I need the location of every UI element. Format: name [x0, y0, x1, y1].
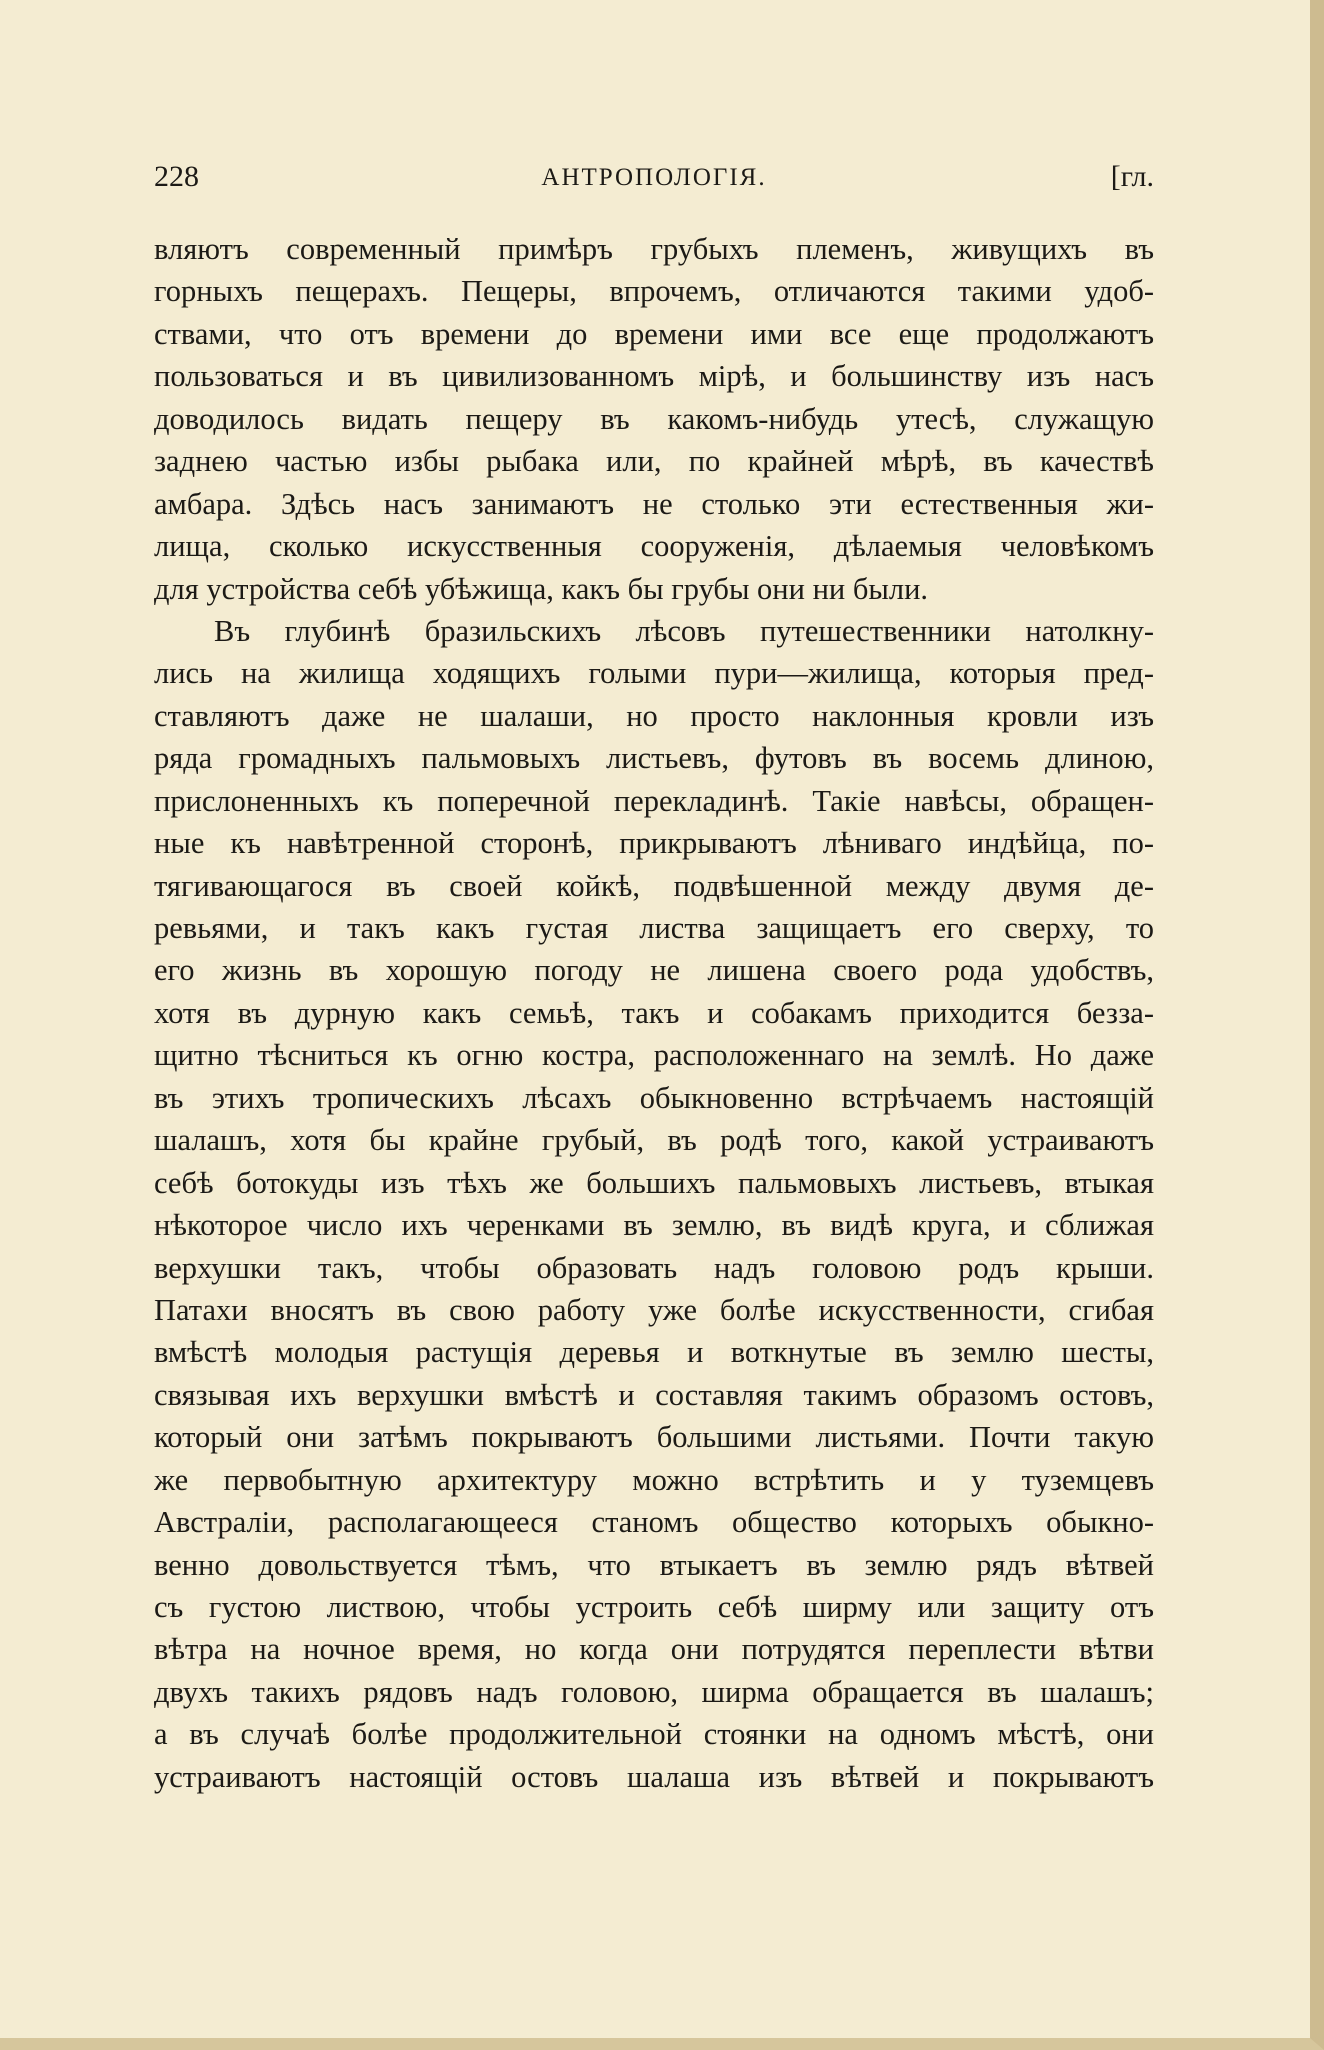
- text-line: ревьями, и такъ какъ густая листва защищаетъ его сверху, то: [154, 911, 1154, 945]
- text-line: щитно тѣсниться къ огню костра, расположеннаго на землѣ. Но даже: [154, 1038, 1154, 1073]
- page-number: 228: [154, 160, 199, 193]
- text-line: ряда громадныхъ пальмовыхъ листьевъ, футовъ въ восемь длиною,: [154, 741, 1154, 776]
- text-line: связывая ихъ верхушки вмѣстѣ и составляя такимъ образомъ остовъ,: [154, 1377, 1154, 1412]
- text-line: Въ глубинѣ бразильскихъ лѣсовъ путешественники натолкну-: [214, 613, 1154, 648]
- chapter-abbreviation: [гл.: [1110, 160, 1154, 193]
- text-line: венно довольствуется тѣмъ, что втыкаетъ въ землю рядъ вѣтвей: [154, 1547, 1154, 1582]
- paragraph: [154, 228, 1154, 610]
- text-line: хотя въ дурную какъ семьѣ, такъ и собакамъ приходится безза-: [154, 995, 1154, 1030]
- text-line: заднею частью избы рыбака или, по крайней мѣрѣ, въ качествѣ: [154, 444, 1154, 479]
- text-line: нѣкоторое число ихъ черенками въ землю, въ видѣ круга, и сближая: [154, 1208, 1154, 1243]
- text-line: вмѣстѣ молодыя растущія деревья и воткнутые въ землю шесты,: [154, 1335, 1154, 1370]
- text-line: лища, сколько искусственныя сооруженія, дѣлаемыя человѣкомъ: [154, 529, 1154, 564]
- text-line: вѣтра на ночное время, но когда они потрудятся переплести вѣтви: [154, 1632, 1154, 1667]
- text-line: для устройства себѣ убѣжища, какъ бы грубы они ни были.: [154, 571, 929, 606]
- text-line: его жизнь въ хорошую погоду не лишена своего рода удобствъ,: [154, 953, 1154, 988]
- text-line: Австраліи, располагающееся станомъ общество которыхъ обыкно-: [154, 1505, 1154, 1540]
- text-line: прислоненныхъ къ поперечной перекладинѣ. Такіе навѣсы, обращен-: [154, 783, 1154, 818]
- text-line: въ этихъ тропическихъ лѣсахъ обыкновенно встрѣчаемъ настоящій: [154, 1080, 1154, 1115]
- text-line: доводилось видать пещеру въ какомъ-нибудь утесѣ, служащую: [154, 401, 1154, 436]
- body-text: [154, 228, 1154, 1798]
- text-line: Патахи вносятъ въ свою работу уже болѣе искусственности, сгибая: [154, 1292, 1154, 1327]
- text-line: амбара. Здѣсь насъ занимаютъ не столько эти естественныя жи-: [154, 486, 1154, 521]
- text-line: шалашъ, хотя бы крайне грубый, въ родѣ того, какой устраиваютъ: [154, 1123, 1154, 1158]
- text-line: ные къ навѣтренной сторонѣ, прикрываютъ лѣниваго индѣйца, по-: [154, 826, 1154, 861]
- text-line: съ густою листвою, чтобы устроить себѣ ширму или защиту отъ: [154, 1590, 1154, 1624]
- text-line: ставляютъ даже не шалаши, но просто наклонныя кровли изъ: [154, 698, 1154, 733]
- text-line: же первобытную архитектуру можно встрѣтить и у туземцевъ: [154, 1462, 1154, 1497]
- paragraph: [154, 610, 1154, 1798]
- text-line: устраиваютъ настоящій остовъ шалаша изъ вѣтвей и покрываютъ: [154, 1759, 1154, 1794]
- page-header: [154, 160, 1154, 200]
- text-line: лись на жилища ходящихъ голыми пури—жилища, которыя пред-: [154, 656, 1154, 691]
- text-line: двухъ такихъ рядовъ надъ головою, ширма обращается въ шалашъ;: [154, 1674, 1154, 1709]
- text-line: а въ случаѣ болѣе продолжительной стоянки на одномъ мѣстѣ, они: [154, 1717, 1154, 1752]
- text-line: себѣ ботокуды изъ тѣхъ же большихъ пальмовыхъ листьевъ, втыкая: [154, 1165, 1154, 1200]
- text-line: верхушки такъ, чтобы образовать надъ головою родъ крыши.: [154, 1250, 1154, 1285]
- text-line: тягивающагося въ своей койкѣ, подвѣшенной между двумя де-: [154, 868, 1154, 903]
- text-line: пользоваться и въ цивилизованномъ мірѣ, и большинству изъ насъ: [154, 359, 1154, 394]
- running-title: АНТРОПОЛОГІЯ.: [541, 164, 767, 191]
- text-line: горныхъ пещерахъ. Пещеры, впрочемъ, отличаются такими удоб-: [154, 274, 1154, 309]
- text-line: ствами, что отъ времени до времени ими все еще продолжаютъ: [154, 316, 1154, 351]
- text-line: который они затѣмъ покрываютъ большими листьями. Почти такую: [154, 1420, 1154, 1455]
- text-line: вляютъ современный примѣръ грубыхъ племенъ, живущихъ въ: [154, 232, 1154, 266]
